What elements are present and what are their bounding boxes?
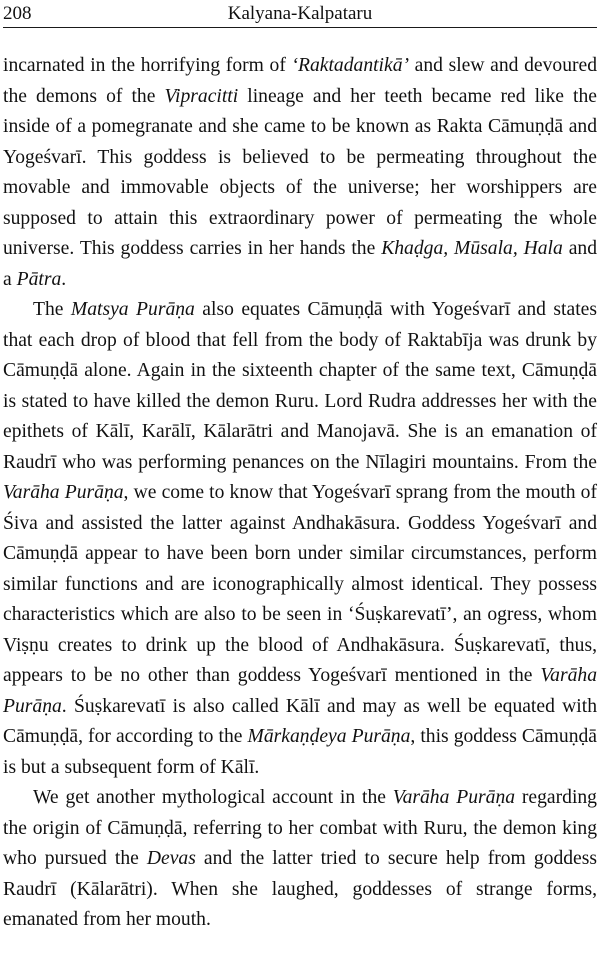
text-span: The xyxy=(33,299,71,320)
text-span: incarnated in the horrifying form of xyxy=(3,55,292,76)
text-span: We get another mythological account in the xyxy=(33,787,393,808)
text-span: , we come to know that Yogeśvarī sprang from the mouth of Śiva and assisted the latter against Andhakāsura. Goddess Yogeśvarī and Cāmuṇḍā appear to have been born under similar circumstances, perform similar functions and are iconographically almost identical. They possess characteristics which are also to be seen in ‘Śuṣkarevatī’, an ogress, whom Viṣṇu creates to drink up the blood of Andhakāsura. Śuṣkarevatī, thus, appears to be no other than goddess Yogeśvarī mentioned in the xyxy=(3,482,598,686)
text-span: . xyxy=(61,268,67,290)
text-span: and a xyxy=(3,238,597,290)
text-span: lineage and her teeth became red like the inside of a pomegranate and she came to be known as Rakta Cāmuṇḍā and Yogeśvarī. This goddess is believed to be permeating throughout the movable and immovable objects of the universe; her worshippers are supposed to attain this extraordinary power of permeating the whole universe. This goddess carries in her hands the xyxy=(3,85,597,259)
body-text xyxy=(3,51,597,936)
paragraph-2 xyxy=(3,295,597,783)
text-span: and slew and devoured the demons of the xyxy=(3,55,598,107)
paragraph-3 xyxy=(3,783,597,936)
italic-term: Mārkaṇḍeya Purāṇa xyxy=(247,726,411,747)
italic-term: Varāha Purāṇa xyxy=(3,665,597,717)
page-header xyxy=(3,3,597,28)
paragraph-1 xyxy=(3,51,597,295)
text-span: . Śuṣkarevatī is also called Kālī and may as well be equated with Cāmuṇḍā, for according to the xyxy=(3,695,597,747)
text-span: also equates Cāmuṇḍā with Yogeśvarī and states that each drop of blood that fell from the body of Raktabīja was drunk by Cāmuṇḍā alone. Again in the sixteenth chapter of the same text, Cāmuṇḍā is stated to have killed the demon Ruru. Lord Rudra addresses her with the epithets of Kālī, Karālī, Kālarātri and Manojavā. She is an emanation of Raudrī who was performing penances on the Nīlagiri mountains. From the xyxy=(3,299,597,473)
italic-term: Varāha Purāṇa xyxy=(3,482,124,503)
text-span: , this goddess Cāmuṇḍā is but a subsequent form of Kālī. xyxy=(3,726,597,778)
text-span: and the latter tried to secure help from goddess Raudrī (Kālarātri). When she laughed, goddesses of strange forms, emanated from her mouth. xyxy=(3,848,597,930)
italic-term: Devas xyxy=(146,848,196,869)
italic-term: Khaḍga, Mūsala, Hala xyxy=(381,238,563,259)
running-title: Kalyana-Kalpataru xyxy=(227,3,373,24)
page-number: 208 xyxy=(3,3,32,24)
italic-term: Varāha Purāṇa xyxy=(392,787,516,808)
italic-term: Vipracitti xyxy=(164,85,239,107)
italic-term: Matsya Purāṇa xyxy=(70,299,195,320)
italic-term: ‘Raktadantikā’ xyxy=(291,55,410,76)
italic-term: Pātra xyxy=(16,268,62,290)
text-span: regarding the origin of Cāmuṇḍā, referring to her combat with Ruru, the demon king who pursued the xyxy=(3,787,597,869)
